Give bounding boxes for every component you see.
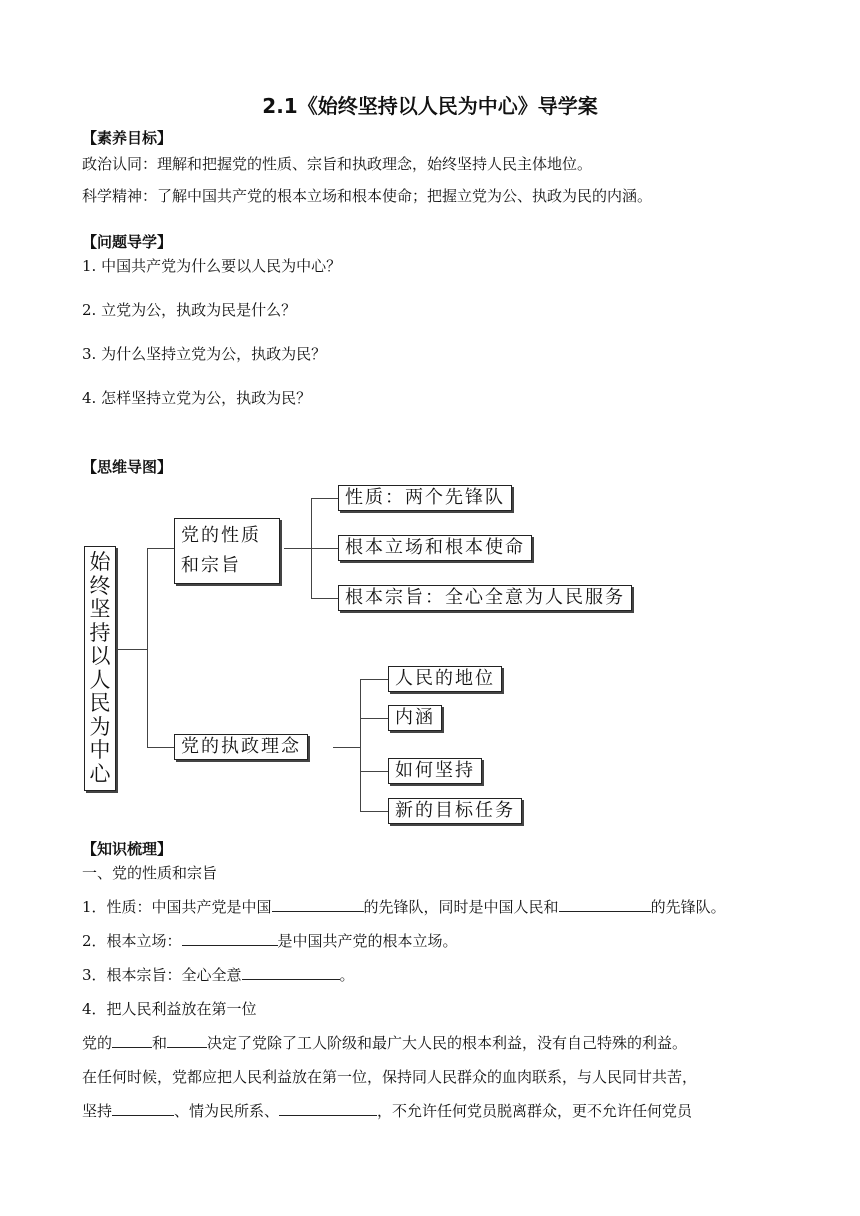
text-segment: 、情为民所系、 [174,1102,280,1120]
connector [360,679,361,811]
connector [118,649,148,650]
paragraph-line-3 [82,1100,692,1121]
mindmap-branch-governance: 党的执政理念 [174,734,308,760]
connector [360,771,388,772]
mindmap-leaf-how-to-adhere: 如何坚持 [388,758,482,784]
question-2: 2. 立党为公，执政为民是什么？ [82,301,297,319]
line-interest-first: 4．把人民利益放在第一位 [82,1000,257,1018]
goal-science: 科学精神：了解中国共产党的根本立场和根本使命；把握立党为公、执政为民的内涵。 [82,187,653,205]
connector [147,548,148,748]
fill-blank[interactable] [559,896,651,912]
questions-heading: 【问题导学】 [82,233,173,251]
mindmap-leaf-stance: 根本立场和根本使命 [338,535,532,561]
text-segment: 是中国共产党的根本立场。 [277,932,458,950]
fill-blank[interactable] [182,930,278,946]
fill-blank[interactable] [279,1100,377,1116]
connector [311,498,338,499]
section-heading-1: 一、党的性质和宗旨 [82,864,218,882]
question-4: 4. 怎样坚持立党为公，执政为民？ [82,389,312,407]
text-segment: 党的 [82,1034,113,1052]
line-stance [82,930,458,951]
connector [311,598,338,599]
connector [147,548,174,549]
mindmap-leaf-purpose: 根本宗旨：全心全意为人民服务 [338,585,632,611]
text-segment: 1．性质：中国共产党是中国 [82,898,272,916]
mindmap-leaf-nature: 性质：两个先锋队 [338,485,512,511]
mindmap-leaf-new-goals: 新的目标任务 [388,798,522,824]
text-segment: 的先锋队，同时是中国人民和 [363,898,559,916]
question-3: 3. 为什么坚持立党为公，执政为民？ [82,345,327,363]
mindmap-branch-nature: 党的性质和宗旨 [174,518,280,584]
text-segment: 和 [152,1034,168,1052]
line-nature [82,896,726,917]
text-segment: 3．根本宗旨：全心全意 [82,966,242,984]
mindmap-leaf-people-status: 人民的地位 [388,666,502,692]
text-segment: 。 [339,966,355,984]
text-segment: 决定了党除了工人阶级和最广大人民的根本利益，没有自己特殊的利益。 [207,1034,688,1052]
fill-blank[interactable] [242,964,340,980]
connector [147,747,174,748]
connector [360,811,388,812]
mindmap-leaf-connotation: 内涵 [388,705,442,731]
fill-blank[interactable] [112,1032,152,1048]
page-title: 2.1《始终坚持以人民为中心》导学案 [262,94,598,118]
fill-blank[interactable] [167,1032,207,1048]
text-segment: 坚持 [82,1102,113,1120]
paragraph-line-1 [82,1032,687,1053]
connector [333,747,360,748]
connector [360,679,388,680]
knowledge-heading: 【知识梳理】 [82,840,173,858]
goal-political: 政治认同：理解和把握党的性质、宗旨和执政理念，始终坚持人民主体地位。 [82,155,593,173]
fill-blank[interactable] [272,896,364,912]
text-segment: 2．根本立场： [82,932,182,950]
mindmap-heading: 【思维导图】 [82,458,173,476]
line-purpose [82,964,355,985]
connector [311,548,338,549]
fill-blank[interactable] [112,1100,174,1116]
goals-heading: 【素养目标】 [82,129,173,147]
question-1: 1. 中国共产党为什么要以人民为中心？ [82,257,342,275]
text-segment: 的先锋队。 [650,898,726,916]
connector [360,718,388,719]
connector [284,548,311,549]
text-segment: ，不允许任何党员脱离群众，更不允许任何党员 [377,1102,693,1120]
mindmap-root-box: 始终坚持以人民为中心 [84,546,116,791]
paragraph-line-2: 在任何时候，党都应把人民利益放在第一位，保持同人民群众的血肉联系，与人民同甘共苦， [82,1068,698,1086]
